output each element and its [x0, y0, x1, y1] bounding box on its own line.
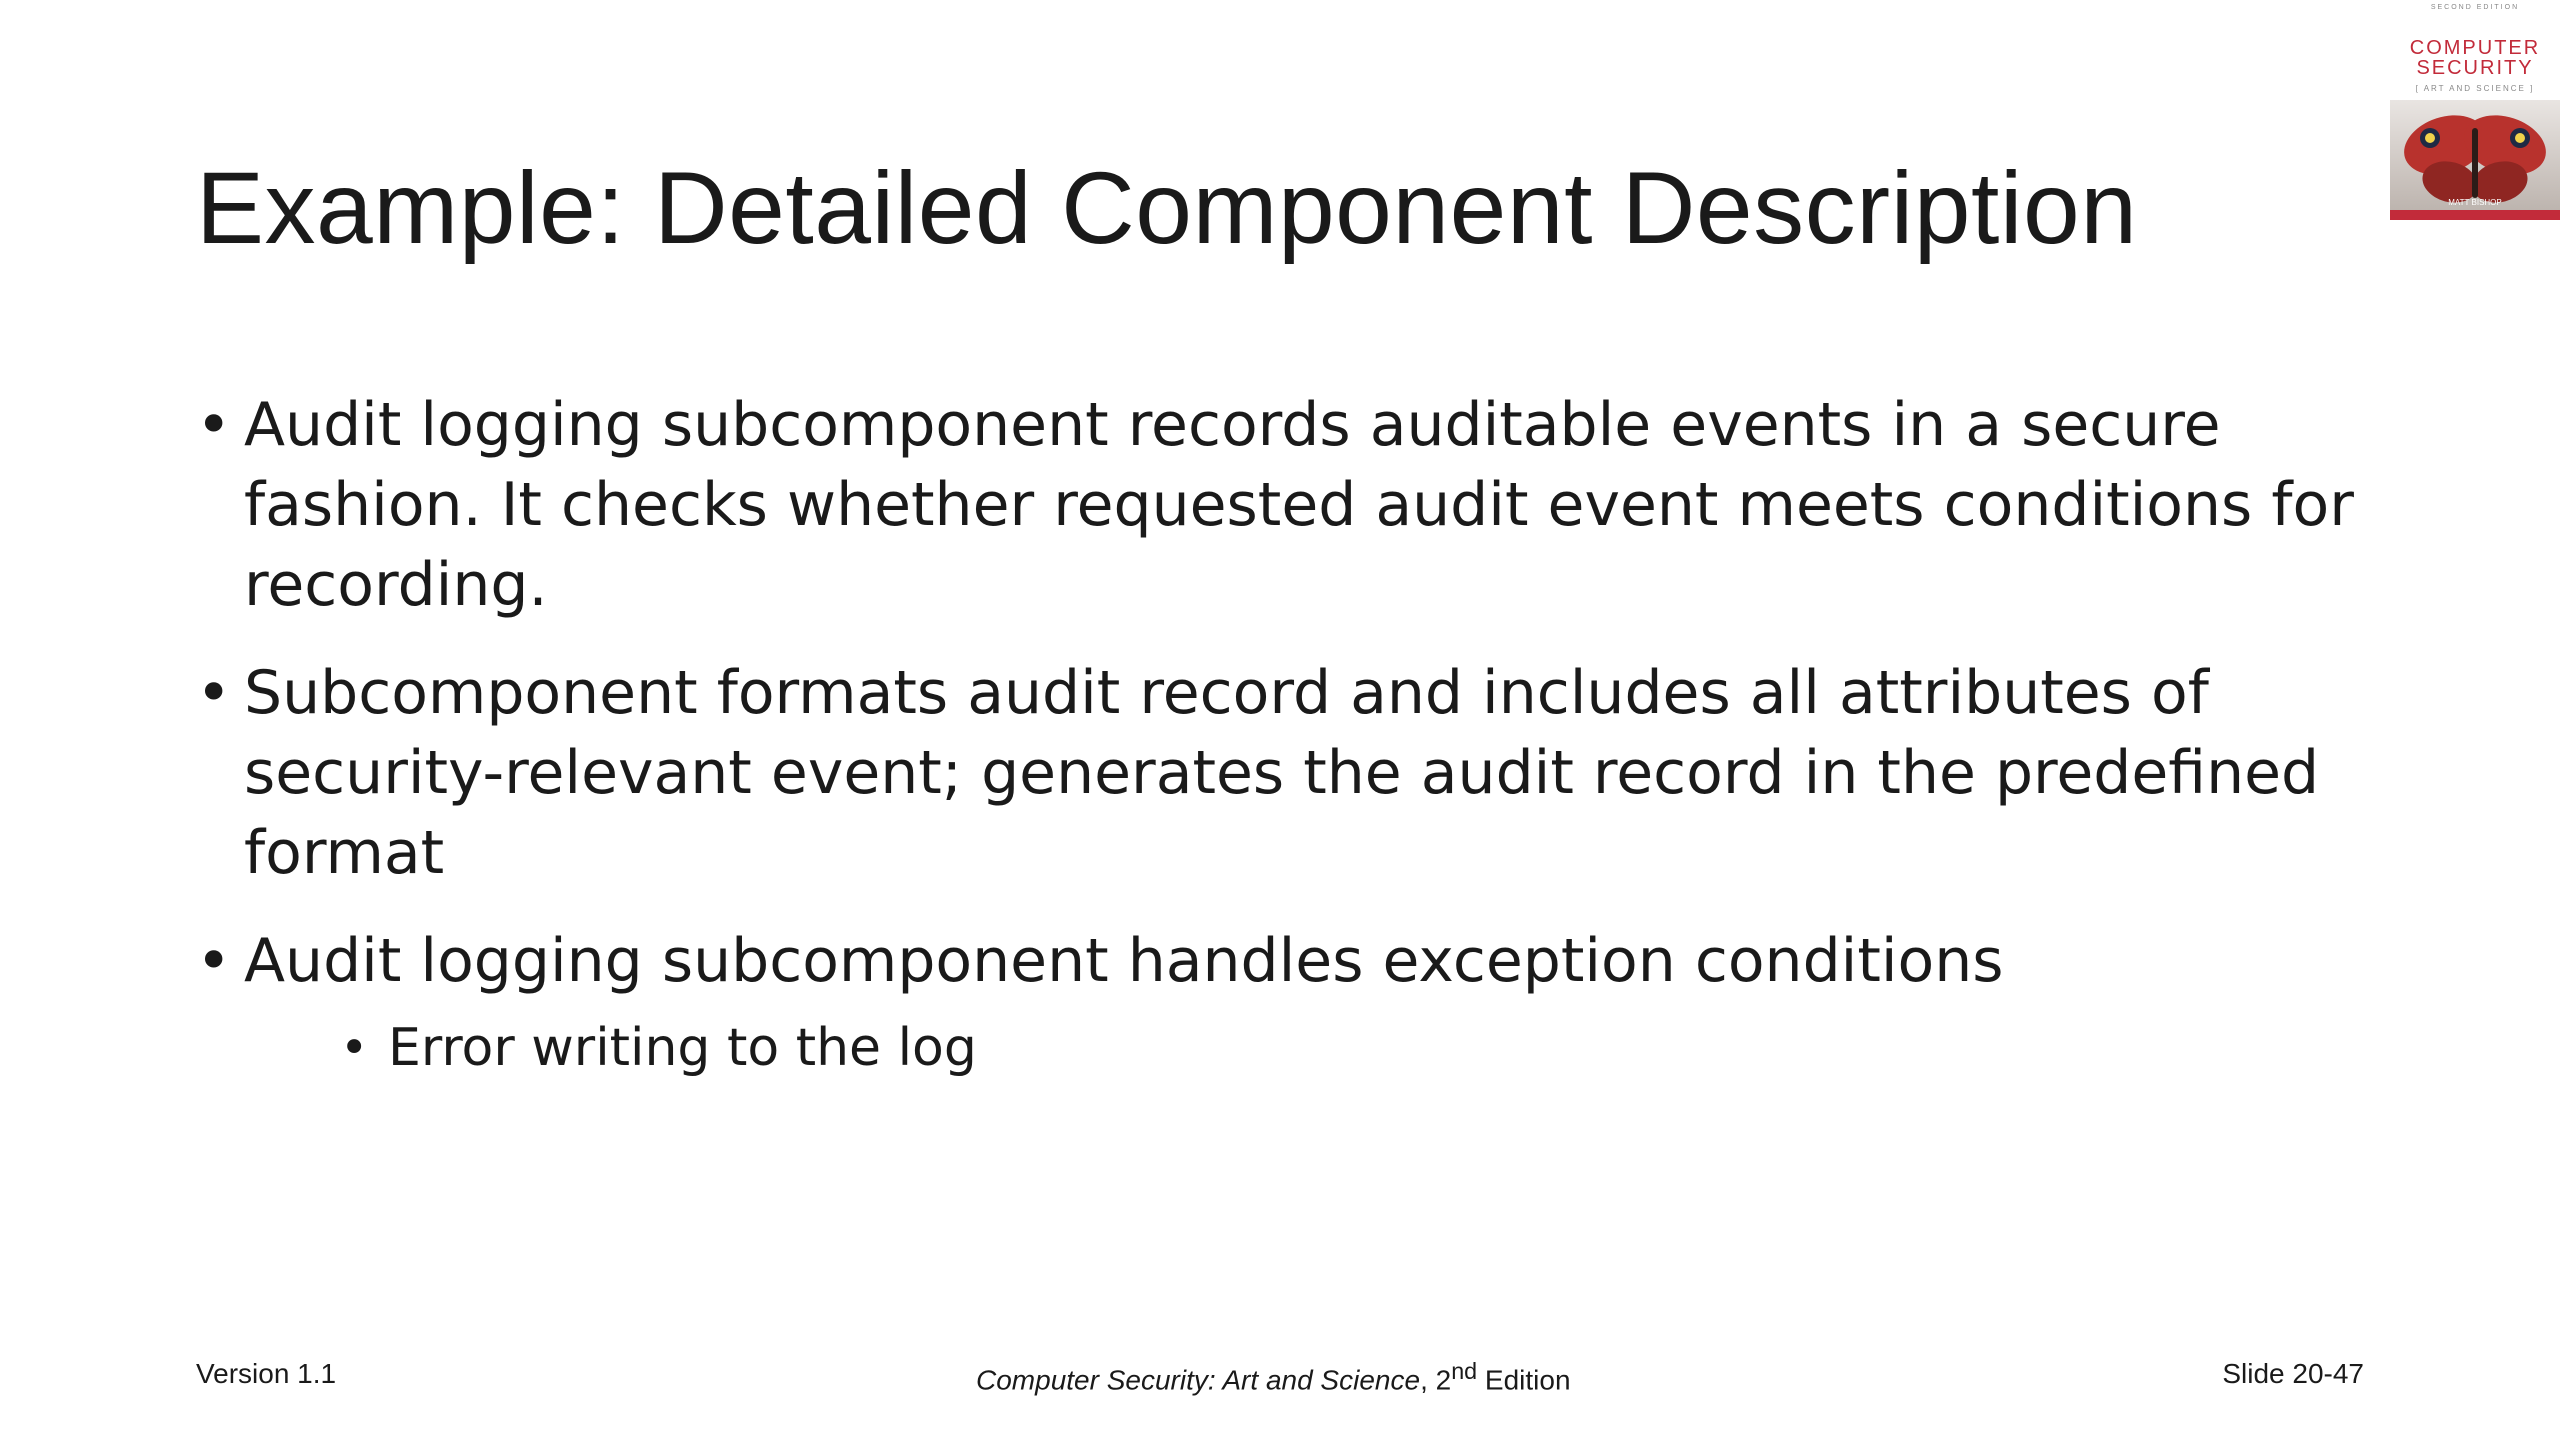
- book-cover-image: [2390, 0, 2560, 220]
- footer-edition-suffix: nd: [1451, 1358, 1478, 1384]
- cover-brand: [2390, 38, 2560, 78]
- footer-slide-number: Slide 20-47: [2222, 1358, 2364, 1389]
- bullet-text: Subcomponent formats audit record and includes all attributes of security-relevant event; generates the audit record in the predefined format: [244, 658, 2320, 888]
- cover-author: MATT BISHOP: [2448, 198, 2502, 207]
- bullet-text: Audit logging subcomponent records auditable events in a secure fashion. It checks whether requested audit event meets conditions for recording.: [244, 390, 2354, 620]
- bullet-list: [196, 385, 2396, 1111]
- bullet-item: [196, 653, 2396, 893]
- footer-book-citation: [976, 1358, 1571, 1396]
- cover-edition-text: SECOND EDITION: [2430, 4, 2520, 11]
- sub-bullet-list: [244, 1013, 2396, 1083]
- footer-separator: ,: [1420, 1364, 1436, 1396]
- bullet-icon: •: [196, 658, 232, 728]
- butterfly-artwork: [2390, 100, 2560, 220]
- cover-brand-line2: SECURITY: [2416, 57, 2534, 79]
- bullet-item: [196, 921, 2396, 1083]
- footer-version: Version 1.1: [196, 1358, 337, 1389]
- footer-book-title: Computer Security: Art and Science: [976, 1364, 1421, 1396]
- bullet-icon: •: [196, 390, 232, 460]
- footer-edition-word: Edition: [1477, 1364, 1571, 1396]
- sub-bullet-text: Error writing to the log: [388, 1018, 977, 1078]
- bullet-text: Audit logging subcomponent handles exception conditions: [244, 926, 2004, 996]
- bullet-icon: •: [196, 926, 232, 996]
- bullet-item: [196, 385, 2396, 625]
- sub-bullet-icon: •: [340, 1020, 369, 1076]
- cover-brand-line1: COMPUTER: [2409, 37, 2541, 59]
- footer-edition-number: 2: [1435, 1364, 1452, 1396]
- cover-subtitle: [ ART AND SCIENCE ]: [2415, 84, 2535, 93]
- slide-title: Example: Detailed Component Description: [196, 151, 2138, 265]
- sub-bullet-item: [340, 1013, 2396, 1083]
